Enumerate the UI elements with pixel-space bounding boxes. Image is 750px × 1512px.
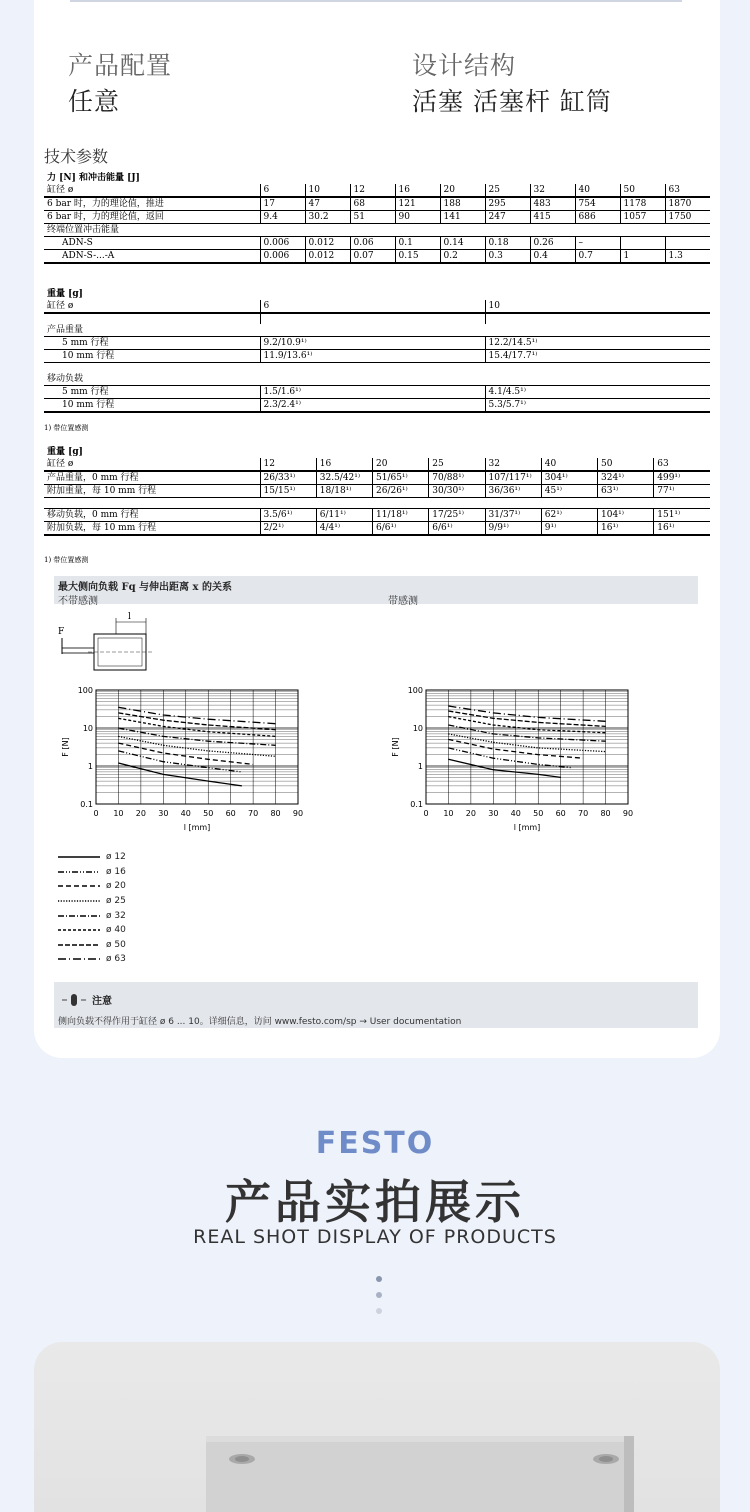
- table-row: 终端位置冲击能量: [44, 224, 710, 237]
- product-photo-image: [34, 1342, 720, 1512]
- x-tick-label: 10: [113, 809, 124, 818]
- y-tick-label: 1: [417, 762, 423, 771]
- weight-table-large: [44, 446, 710, 536]
- x-tick-label: 70: [248, 809, 259, 818]
- x-tick-label: 20: [465, 809, 476, 818]
- table-row: 附加负载，每 10 mm 行程 2/2¹⁾ 4/4¹⁾ 6/6¹⁾ 6/6¹⁾ 9/9¹⁾ 9¹⁾ 16¹⁾ 16¹⁾: [44, 522, 710, 536]
- legend-label: ø 32: [106, 910, 126, 921]
- diagram-f-label: F: [58, 627, 65, 637]
- series-line: [118, 728, 275, 745]
- x-tick-label: 80: [270, 809, 281, 818]
- x-tick-label: 10: [443, 809, 454, 818]
- chart-subtitle-right: 带感测: [388, 596, 418, 607]
- legend-swatch: [58, 927, 100, 933]
- diagram-l-label: l: [128, 612, 131, 622]
- y-tick-label: 10: [412, 724, 423, 733]
- x-tick-label: 90: [622, 809, 634, 818]
- series-line: [448, 706, 605, 721]
- x-axis-label: l [mm]: [513, 823, 541, 832]
- x-tick-label: 30: [488, 809, 499, 818]
- force-table: [44, 172, 710, 264]
- y-tick-label: 100: [407, 686, 423, 695]
- y-axis-label: F [N]: [391, 737, 400, 757]
- legend-label: ø 20: [106, 881, 126, 892]
- legend-swatch: [58, 883, 100, 889]
- legend-swatch: [58, 898, 100, 904]
- cylinder-diagram: [54, 612, 154, 674]
- table-row: 缸径 ø 12 16 20 25 32 40 50 63: [44, 458, 710, 471]
- x-axis-label: l [mm]: [183, 823, 211, 832]
- table-row: 10 mm 行程 2.3/2.4¹⁾ 5.3/5.7¹⁾: [44, 399, 710, 413]
- chart-with-sensing: [384, 680, 654, 840]
- series-line: [448, 748, 572, 768]
- table-row: 缸径 ø 6 10: [44, 300, 710, 313]
- table-row: 5 mm 行程 9.2/10.9¹⁾ 12.2/14.5¹⁾: [44, 337, 710, 350]
- product-photo: [34, 1342, 720, 1512]
- series-line: [448, 711, 605, 726]
- legend-label: ø 25: [106, 896, 126, 907]
- legend-label: ø 50: [106, 939, 126, 950]
- tech-title: 技术参数: [44, 147, 109, 166]
- legend-swatch: [58, 913, 100, 919]
- table-row: 缸径 ø 6 10 12 16 20 25 32 40 50 63: [44, 184, 710, 197]
- pager-dot: [376, 1276, 382, 1282]
- x-tick-label: 0: [423, 809, 429, 818]
- festo-logo: FESTO: [315, 1126, 435, 1161]
- weight-table-title: 重量 [g]: [47, 289, 83, 299]
- legend-label: ø 40: [106, 925, 126, 936]
- y-tick-label: 0.1: [410, 800, 423, 809]
- table-row: 6 bar 时，力的理论值，推进 17 47 68 121 188 295 483 754 1178 1870: [44, 197, 710, 211]
- table-row: 5 mm 行程 1.5/1.6¹⁾ 4.1/4.5¹⁾: [44, 386, 710, 399]
- footnote: 1) 带位置感测: [44, 424, 89, 432]
- table-row: 附加重量，每 10 mm 行程 15/15¹⁾ 18/18¹⁾ 26/26¹⁾ 30/30¹⁾ 36/36¹⁾ 45¹⁾ 63¹⁾ 77¹⁾: [44, 485, 710, 498]
- design-label: 设计结构: [412, 51, 517, 80]
- x-tick-label: 70: [578, 809, 589, 818]
- x-tick-label: 50: [203, 809, 214, 818]
- legend-swatch: [58, 956, 100, 962]
- legend-item: [58, 865, 126, 880]
- legend-item: [58, 850, 126, 865]
- series-line: [118, 713, 275, 730]
- x-tick-label: 0: [93, 809, 99, 818]
- legend-item: [58, 952, 126, 967]
- table-row: 10 mm 行程 11.9/13.6¹⁾ 15.4/17.7¹⁾: [44, 350, 710, 363]
- chart-without-sensing: [54, 680, 324, 840]
- design-value: 活塞 活塞杆 缸筒: [412, 87, 612, 116]
- info-icon: [62, 993, 88, 1007]
- x-tick-label: 20: [135, 809, 146, 818]
- pager-dot: [376, 1292, 382, 1298]
- config-value: 任意: [68, 87, 121, 116]
- y-tick-label: 10: [82, 724, 93, 733]
- chart-legend: [58, 850, 126, 967]
- legend-item: [58, 879, 126, 894]
- x-tick-label: 90: [292, 809, 304, 818]
- note-title: 注意: [92, 996, 112, 1007]
- force-table-title: 力 [N] 和冲击能量 [J]: [47, 173, 140, 183]
- table-row: 移动负载: [44, 373, 710, 386]
- legend-swatch: [58, 869, 100, 875]
- legend-item: [58, 938, 126, 953]
- table-row: ADN-S-...-A 0.006 0.012 0.07 0.15 0.2 0.3 0.4 0.7 1 1.3: [44, 250, 710, 264]
- y-tick-label: 100: [77, 686, 93, 695]
- legend-swatch: [58, 854, 100, 860]
- series-line: [448, 759, 560, 777]
- series-line: [118, 718, 275, 736]
- section-subtitle: REAL SHOT DISPLAY OF PRODUCTS: [193, 1226, 557, 1248]
- y-tick-label: 1: [87, 762, 93, 771]
- table-row: 产品重量: [44, 324, 710, 337]
- note-box: [54, 982, 698, 1028]
- x-tick-label: 30: [158, 809, 169, 818]
- note-body: 侧向负载不得作用于缸径 ø 6 ... 10。详细信息，访问 www.festo.com/sp → User documentation: [58, 1017, 462, 1027]
- series-line: [448, 725, 605, 741]
- weight-table-small: [44, 288, 710, 413]
- table-row: 6 bar 时，力的理论值，返回 9.4 30.2 51 90 141 247 415 686 1057 1750: [44, 211, 710, 224]
- weight-table-title: 重量 [g]: [47, 447, 83, 457]
- footnote: 1) 带位置感测: [44, 556, 89, 564]
- y-tick-label: 0.1: [80, 800, 93, 809]
- y-axis-label: F [N]: [61, 737, 70, 757]
- legend-item: [58, 923, 126, 938]
- x-tick-label: 80: [600, 809, 611, 818]
- legend-item: [58, 894, 126, 909]
- table-row: 移动负载，0 mm 行程 3.5/6¹⁾ 6/11¹⁾ 11/18¹⁾ 17/25¹⁾ 31/37¹⁾ 62¹⁾ 104¹⁾ 151¹⁾: [44, 509, 710, 522]
- x-tick-label: 50: [533, 809, 544, 818]
- chart-subtitle-left: 不带感测: [58, 596, 98, 607]
- legend-item: [58, 908, 126, 923]
- section-title: 产品实拍展示: [225, 1175, 525, 1229]
- table-row: 产品重量，0 mm 行程 26/33¹⁾ 32.5/42¹⁾ 51/65¹⁾ 70/88¹⁾ 107/117¹⁾ 304¹⁾ 324¹⁾ 499¹⁾: [44, 471, 710, 485]
- x-tick-label: 60: [225, 809, 236, 818]
- divider: [70, 0, 682, 2]
- x-tick-label: 40: [510, 809, 521, 818]
- legend-label: ø 16: [106, 866, 126, 877]
- config-label: 产品配置: [68, 51, 173, 80]
- x-tick-label: 60: [555, 809, 566, 818]
- legend-label: ø 63: [106, 954, 126, 965]
- table-row: ADN-S 0.006 0.012 0.06 0.1 0.14 0.18 0.26 –: [44, 237, 710, 250]
- x-tick-label: 40: [180, 809, 191, 818]
- legend-swatch: [58, 942, 100, 948]
- legend-label: ø 12: [106, 852, 126, 863]
- pager-dot: [376, 1308, 382, 1314]
- chart-title: 最大侧向负载 Fq 与伸出距离 x 的关系: [58, 582, 232, 593]
